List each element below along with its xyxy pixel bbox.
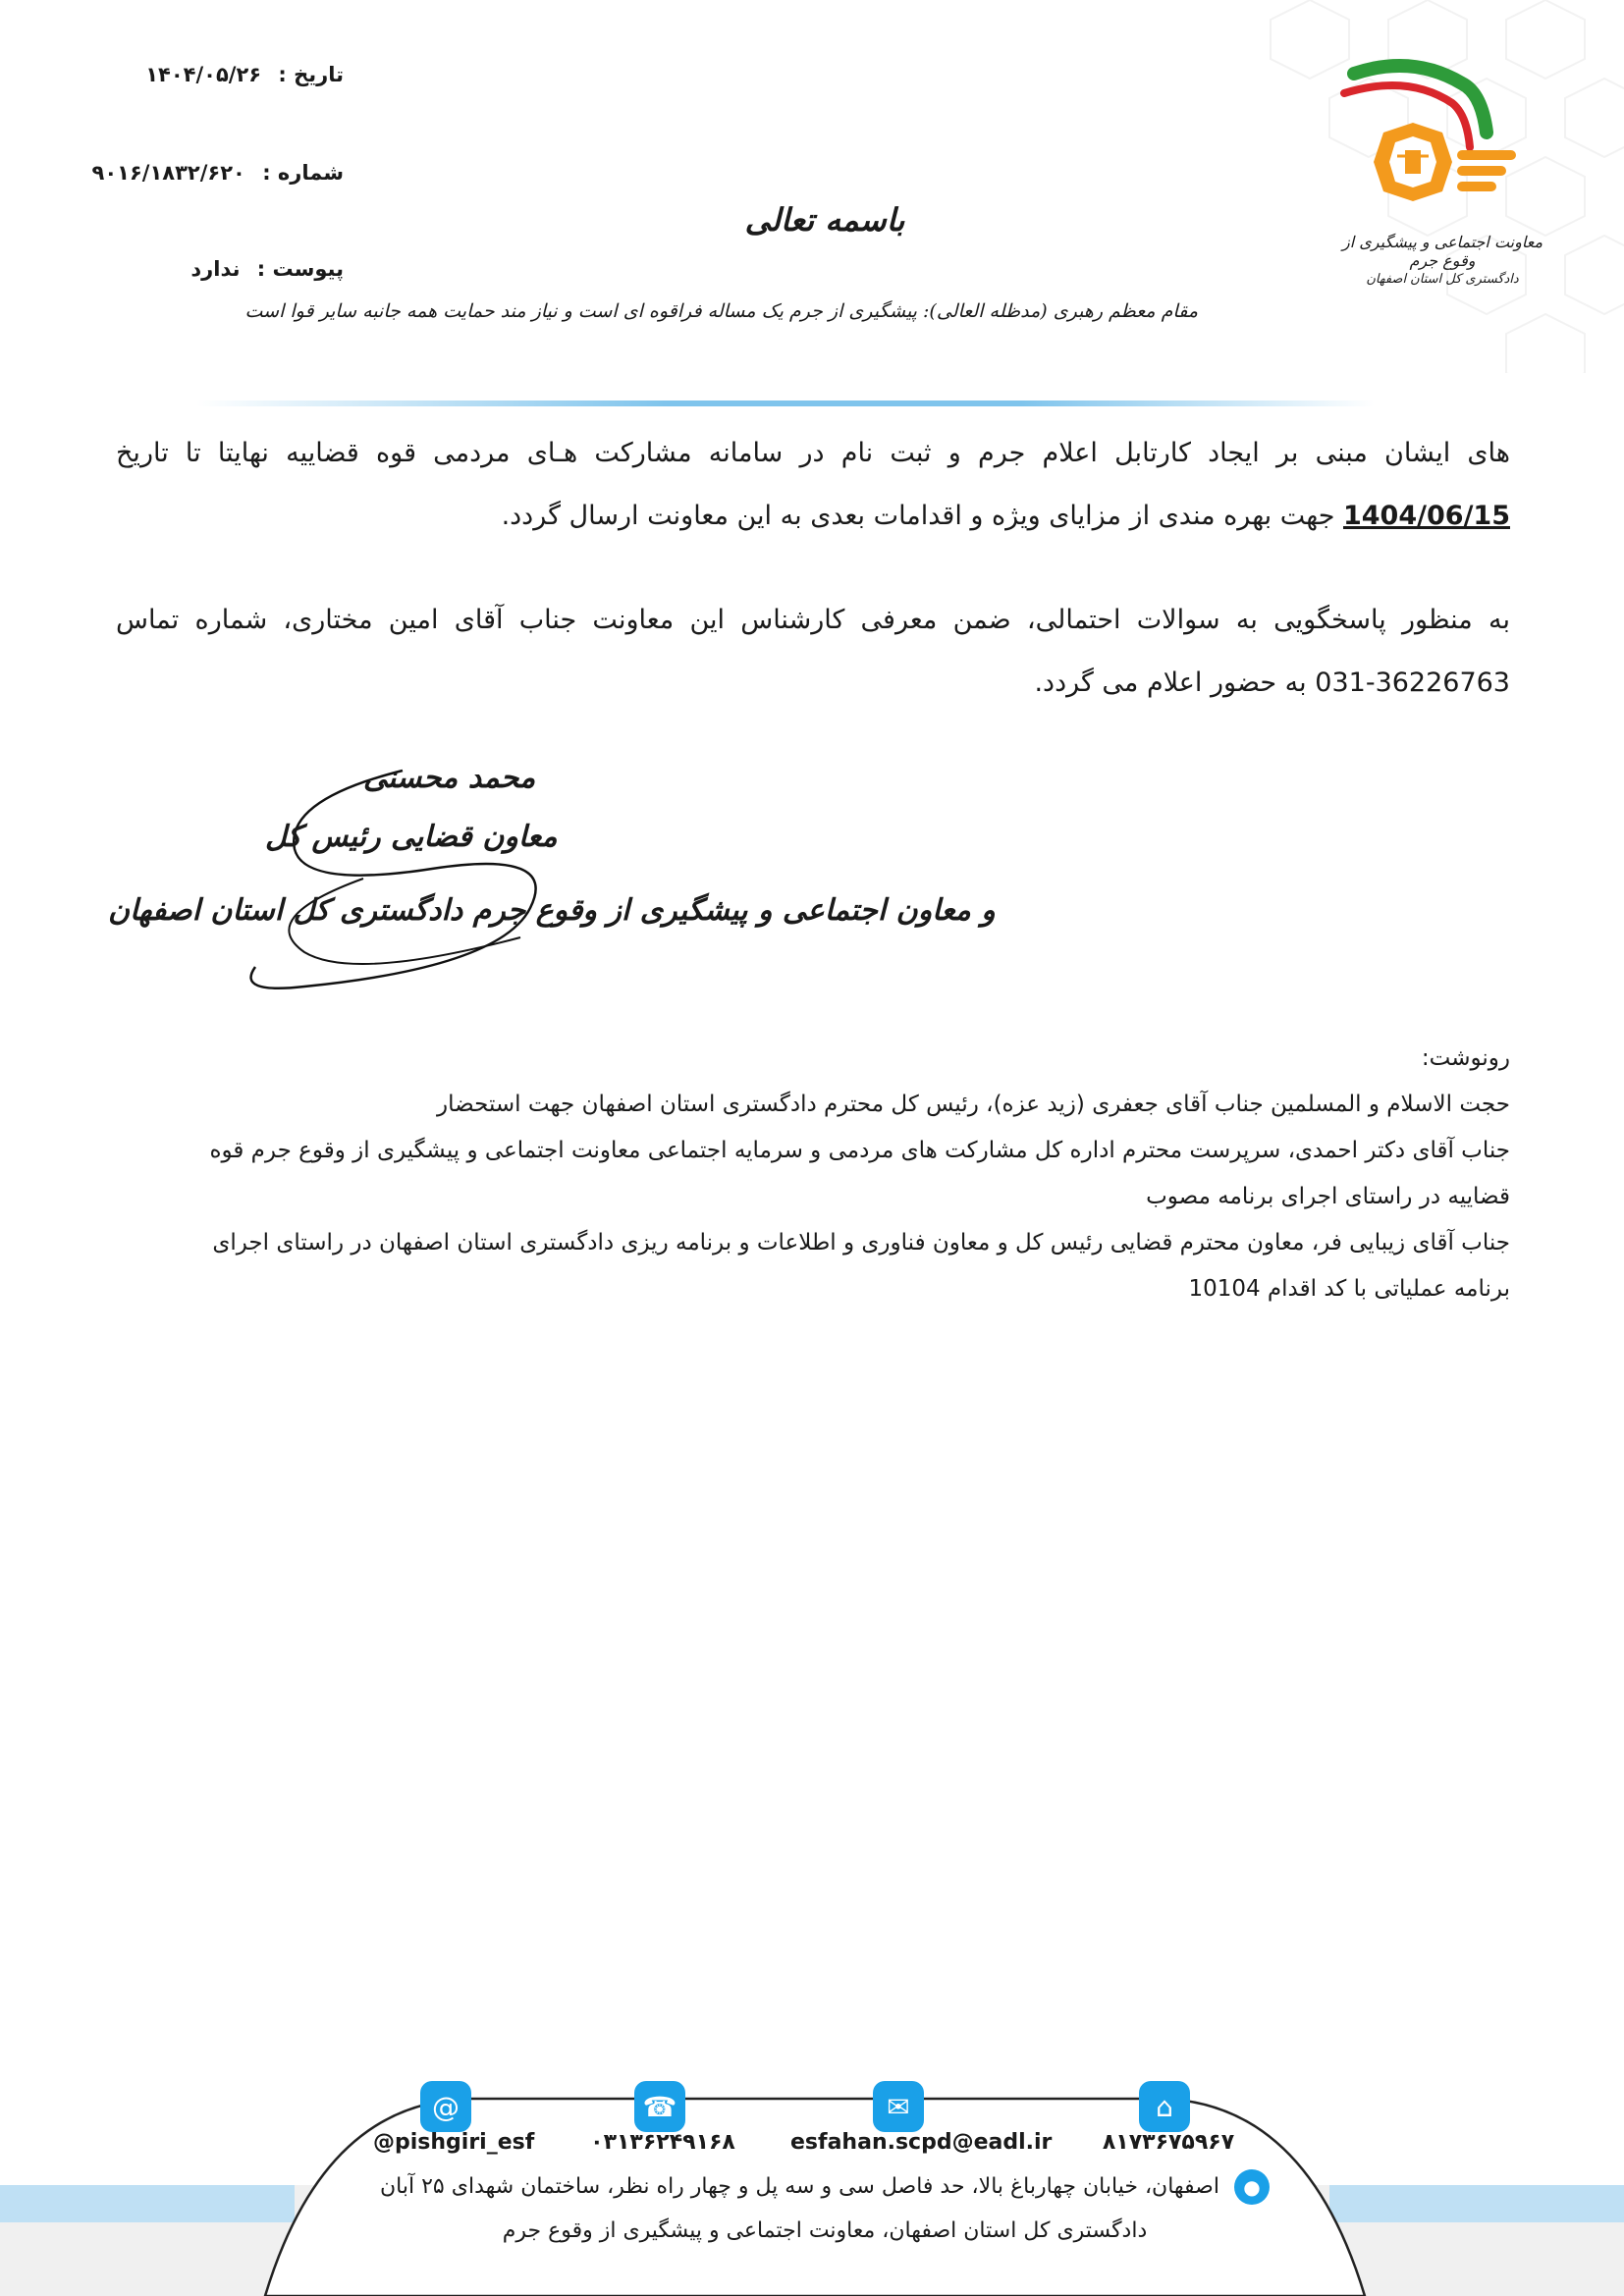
attachment-label: پیوست : bbox=[256, 257, 344, 281]
deadline-date: 1404/06/15 bbox=[1342, 501, 1510, 531]
cc-line: قضاییه در راستای اجرای برنامه مصوب bbox=[1146, 1184, 1510, 1209]
phone-icon[interactable]: ☎ bbox=[634, 2081, 685, 2132]
cc-title: رونوشت: bbox=[1421, 1045, 1510, 1071]
footer-email[interactable]: esfahan.scpd@eadl.ir bbox=[790, 2130, 1053, 2155]
footer-social[interactable]: @pishgiri_esf bbox=[373, 2130, 535, 2155]
para2-text-b: به حضور اعلام می گردد. bbox=[1034, 667, 1307, 698]
organization-logo bbox=[1310, 54, 1536, 240]
cc-line: برنامه عملیاتی با کد اقدام 10104 bbox=[1188, 1276, 1510, 1302]
location-pin-icon: ● bbox=[1234, 2169, 1270, 2205]
email-icon[interactable]: ✉ bbox=[873, 2081, 924, 2132]
logo-caption-court: دادگستری کل استان اصفهان bbox=[1366, 272, 1519, 287]
header-divider bbox=[196, 400, 1375, 406]
footer-organization: دادگستری کل استان اصفهان، معاونت اجتماعی و پیشگیری از وقوع جرم bbox=[502, 2218, 1148, 2243]
para1-text-b: جهت بهره مندی از مزایای ویژه و اقدامات بعدی به این معاونت ارسال گردد. bbox=[501, 501, 1335, 531]
logo-caption-department: معاونت اجتماعی و پیشگیری از وقوع جرم bbox=[1341, 233, 1543, 270]
cc-line: جناب آقای زیبایی فر، معاون محترم قضایی رئیس کل و معاون فناوری و اطلاعات و برنامه ریزی دادگستری استان اصفهان در راستای اجرای bbox=[212, 1230, 1510, 1255]
body-paragraph-1 bbox=[116, 422, 1510, 548]
cc-line: حجت الاسلام و المسلمین جناب آقای جعفری (زید عزه)، رئیس کل محترم دادگستری استان اصفهان جهت استحضار bbox=[437, 1092, 1510, 1117]
number-value: ۹۰۱۶/۱۸۳۲/۶۲۰ bbox=[91, 161, 245, 185]
signatory-title: معاون قضایی رئیس کل bbox=[265, 820, 558, 854]
letter-attachment bbox=[69, 257, 344, 281]
signatory-name: محمد محسنی bbox=[363, 761, 536, 795]
date-value: ۱۴۰۴/۰۵/۲۶ bbox=[145, 63, 262, 86]
para2-text-a: به منظور پاسخگویی به سوالات احتمالی، ضمن معرفی کارشناس این معاونت جناب آقای امین مختاری، شماره تماس bbox=[116, 605, 1510, 635]
footer-phone[interactable]: ۰۳۱۳۶۲۴۹۱۶۸ bbox=[590, 2130, 735, 2155]
emblem-icon bbox=[1315, 54, 1531, 240]
signature-block bbox=[108, 741, 996, 1006]
cc-line: جناب آقای دکتر احمدی، سرپرست محترم اداره کل مشارکت های مردمی و سرمایه اجتماعی معاونت اجتماعی و پیشگیری از وقوع جرم قوه bbox=[209, 1138, 1510, 1163]
date-label: تاریخ : bbox=[278, 63, 344, 86]
footer-address-text: اصفهان، خیابان چهارباغ بالا، حد فاصل سی و سه پل و چهار راه نظر، ساختمان شهدای ۲۵ آبان bbox=[380, 2174, 1219, 2199]
instagram-icon[interactable]: @ bbox=[420, 2081, 471, 2132]
body-paragraph-2 bbox=[116, 589, 1510, 715]
para1-text-a: های ایشان مبنی بر ایجاد کارتابل اعلام جرم و ثبت نام در سامانه مشارکت هـای مردمی قوه قضاییه نهایتا تا تاریخ bbox=[116, 438, 1510, 468]
contact-phone: 36226763-031 bbox=[1315, 667, 1510, 698]
mailbox-icon: ⌂ bbox=[1139, 2081, 1190, 2132]
cc-list bbox=[116, 1036, 1510, 1312]
bismillah-heading: باسمه تعالی bbox=[744, 201, 905, 239]
letter-date bbox=[69, 63, 344, 86]
footer-postal-code: ۸۱۷۳۶۷۵۹۶۷ bbox=[1102, 2130, 1235, 2155]
letter-number bbox=[69, 161, 344, 185]
leader-quote: مقام معظم رهبری (مدظله العالی): پیشگیری از جرم یک مساله فراقوه ای است و نیاز مند حمایت همه جانبه سایر قوا است bbox=[244, 300, 1198, 322]
footer-address bbox=[373, 2169, 1276, 2205]
number-label: شماره : bbox=[262, 161, 344, 185]
signatory-department: و معاون اجتماعی و پیشگیری از وقوع جرم دادگستری کل استان اصفهان bbox=[108, 893, 996, 928]
footer bbox=[0, 2081, 1624, 2296]
attachment-value: ندارد bbox=[190, 257, 241, 281]
